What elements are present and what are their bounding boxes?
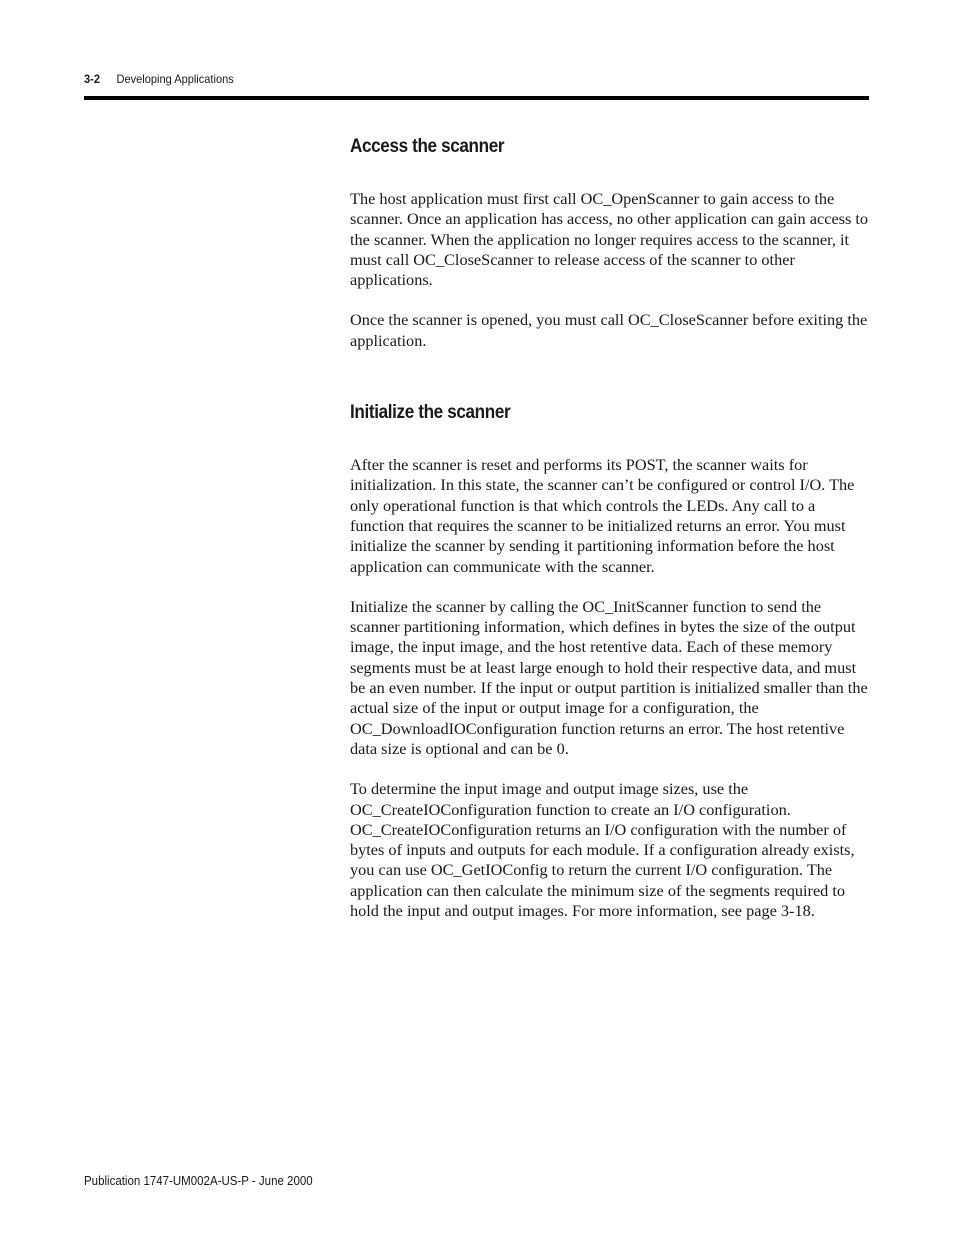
- header-rule: [84, 96, 869, 100]
- paragraph: Initialize the scanner by calling the OC_InitScanner function to send the scanner partitioning information, which defines in bytes the size of the output image, the input image, and the host retentive data. Each of these memory segments must be at least large enough to hold their respective data, and must be an even number. If the input or output partition is initialized smaller than the actual size of the input or output image for a configuration, the OC_DownloadIOConfiguration function returns an error. The host retentive data size is optional and can be 0.: [350, 596, 868, 758]
- paragraph: After the scanner is reset and performs its POST, the scanner waits for initialization. In this state, the scanner can’t be configured or control I/O. The only operational function is that which controls the LEDs. Any call to a function that requires the scanner to be initialized returns an error. You must initialize the scanner by sending it partitioning information before the host application can communicate with the scanner.: [350, 455, 855, 576]
- paragraph: The host application must first call OC_OpenScanner to gain access to the scanner. Once an application has access, no other application can gain access to the scanner. When the application no longer requires access to the scanner, it must call OC_CloseScanner to release access of the scanner to other applications.: [350, 189, 869, 290]
- page-number: 3-2: [84, 72, 100, 86]
- section-heading: Initialize the scanner: [350, 402, 511, 424]
- section-access-scanner: [350, 132, 870, 351]
- publication-footer: Publication 1747-UM002A-US-P - June 2000: [84, 1174, 313, 1188]
- section-heading: Access the scanner: [350, 136, 505, 157]
- paragraph: Once the scanner is opened, you must call OC_CloseScanner before exiting the application.: [350, 310, 868, 350]
- paragraph: To determine the input image and output image sizes, use the OC_CreateIOConfiguration function to create an I/O configuration. OC_CreateIOConfiguration returns an I/O configuration with the number of bytes of inputs and outputs for each module. If a configuration already exists, you can use OC_GetIOConfig to return the current I/O configuration. The application can then calculate the minimum size of the segments required to hold the input and output images. For more information, see page 3-18.: [350, 779, 855, 921]
- chapter-title: Developing Applications: [116, 72, 234, 86]
- section-initialize-scanner: [350, 398, 870, 921]
- page-header: [84, 72, 806, 90]
- main-content: [350, 132, 870, 921]
